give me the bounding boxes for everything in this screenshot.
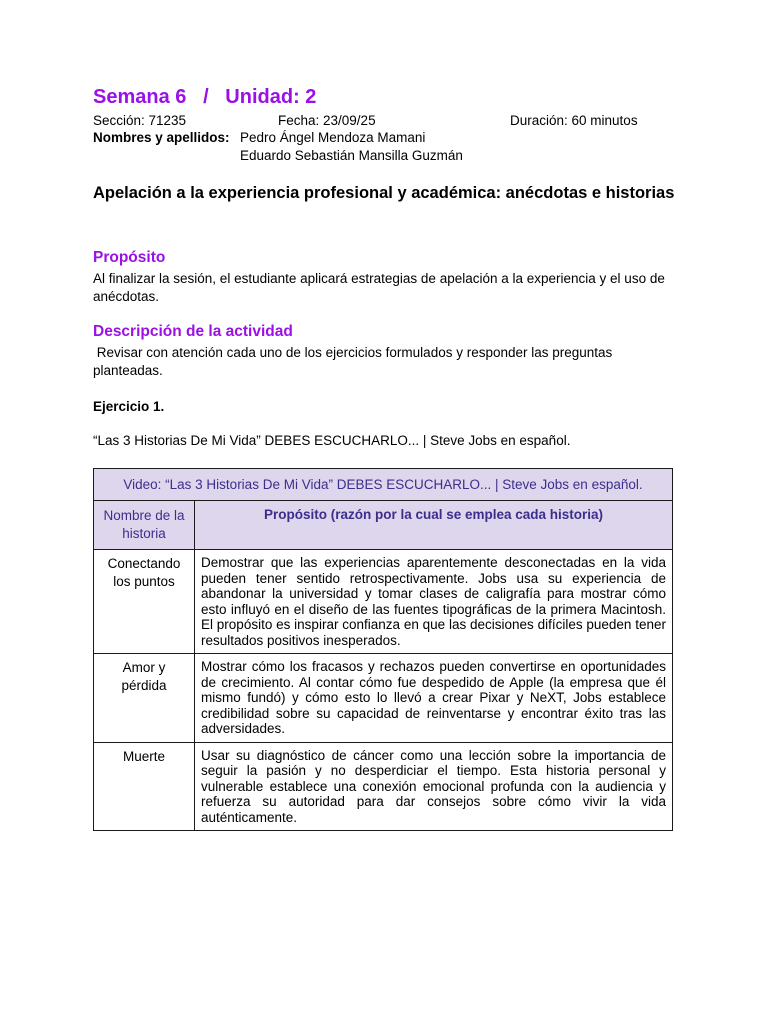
table-caption-row [94, 469, 673, 501]
names-label: Nombres y apellidos: [93, 130, 230, 145]
table-row [94, 550, 673, 654]
session-date: Fecha: 23/09/25 [278, 113, 376, 128]
video-title-line: “Las 3 Historias De Mi Vida” DEBES ESCUCHARLO... | Steve Jobs en español. [93, 433, 571, 448]
week-label: Semana 6 [93, 86, 187, 108]
story-purpose: Mostrar cómo los fracasos y rechazos pueden convertirse en oportunidades de crecimiento. Al contar cómo fue despedido de Apple (la empresa que él mismo fundó) y cómo esto lo llevó a crear Pixar y NeXT, Jobs establece credibilidad sobre su capacidad de reinventarse y encontrar éxito tras las adversidades. [195, 654, 673, 743]
story-name: Muerte [94, 742, 195, 831]
table-row [94, 742, 673, 831]
stories-table [93, 468, 673, 831]
story-purpose: Usar su diagnóstico de cáncer como una lección sobre la importancia de seguir la pasión y no desperdiciar el tiempo. Esta historia personal y vulnerable establece una conexión emocional profunda con la audiencia y refuerza su autoridad para dar consejos sobre cómo vivir la vida auténticamente. [195, 742, 673, 831]
table-header-row [94, 501, 673, 550]
description-text: Revisar con atención cada uno de los ejercicios formulados y responder las preguntas planteadas. [93, 345, 617, 378]
column-header-purpose: Propósito (razón por la cual se emplea cada historia) [195, 501, 673, 550]
purpose-text: Al finalizar la sesión, el estudiante aplicará estrategias de apelación a la experiencia y el uso de anécdotas. [93, 271, 665, 304]
story-name: Conectando los puntos [94, 550, 195, 654]
column-header-name: Nombre de la historia [94, 501, 195, 550]
student-name-2: Eduardo Sebastián Mansilla Guzmán [240, 148, 463, 163]
description-heading: Descripción de la actividad [93, 323, 293, 340]
story-name: Amor y pérdida [94, 654, 195, 743]
week-unit-title [93, 86, 316, 109]
title-separator: / [203, 86, 209, 108]
table-row [94, 654, 673, 743]
activity-title: Apelación a la experiencia profesional y académica: anécdotas e historias [93, 184, 675, 202]
purpose-heading: Propósito [93, 249, 166, 266]
session-duration: Duración: 60 minutos [510, 113, 638, 128]
section-number: Sección: 71235 [93, 113, 187, 128]
table-caption: Video: “Las 3 Historias De Mi Vida” DEBES ESCUCHARLO... | Steve Jobs en español. [94, 469, 673, 501]
unit-label: Unidad: 2 [225, 86, 317, 108]
exercise-label: Ejercicio 1. [93, 399, 165, 414]
student-name-1: Pedro Ángel Mendoza Mamani [240, 130, 426, 145]
story-purpose: Demostrar que las experiencias aparentemente desconectadas en la vida pueden tener sentido retrospectivamente. Jobs usa su experiencia de abandonar la universidad y tomar clases de caligrafía para mostrar cómo esto influyó en el diseño de las fuentes tipográficas de la primera Macintosh. El propósito es inspirar confianza en que las decisiones difíciles pueden tener resultados positivos inesperados. [195, 550, 673, 654]
